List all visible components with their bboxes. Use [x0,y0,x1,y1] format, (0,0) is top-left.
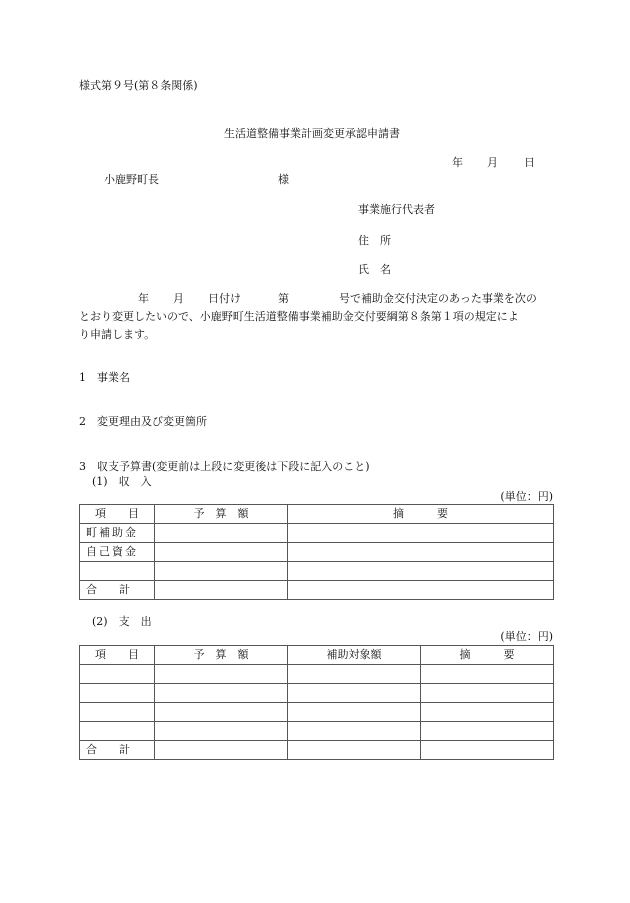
expense-row-eligible[interactable] [288,722,421,741]
body-month: 月 [173,292,184,305]
income-header-budget: 予 算 額 [155,505,288,524]
income-unit: (単位：円) [500,490,553,503]
applicant-name-label: 氏 名 [358,263,391,276]
body-year: 年 [138,292,149,305]
expense-row-remarks[interactable] [421,665,554,684]
expense-row-budget[interactable] [155,684,288,703]
income-row-item[interactable] [80,562,155,581]
income-row-remarks[interactable] [288,543,554,562]
income-row-remarks[interactable] [288,524,554,543]
expense-row-item[interactable] [80,703,155,722]
table-row [80,722,554,741]
income-header-remarks: 摘 要 [288,505,554,524]
date-day-label: 日 [524,156,535,169]
expense-row-eligible[interactable] [288,703,421,722]
expense-header-budget: 予 算 額 [155,646,288,665]
section-budget: 3 収支予算書(変更前は上段に変更後は下段に記入のこと) [79,460,370,473]
body-line3: り申請します。 [79,328,156,341]
expense-header-row [80,646,554,665]
expense-total-budget[interactable] [155,741,288,760]
expense-row-remarks[interactable] [421,703,554,722]
expense-header-eligible: 補助対象額 [288,646,421,665]
section-project-name: 1 事業名 [79,371,130,384]
income-header-item: 項 目 [80,505,155,524]
income-total-label: 合 計 [80,581,155,600]
table-row [80,543,554,562]
expense-total-remarks[interactable] [421,741,554,760]
body-number-prefix: 第 [278,292,289,305]
expense-row-budget[interactable] [155,665,288,684]
income-row-budget[interactable] [155,543,288,562]
expense-header-remarks: 摘 要 [421,646,554,665]
expense-total-label: 合 計 [80,741,155,760]
addressee-honorific: 様 [278,173,289,186]
expense-total-eligible[interactable] [288,741,421,760]
income-row-budget[interactable] [155,562,288,581]
income-row-item: 自己資金 [80,543,155,562]
form-reference: 様式第９号(第８条関係) [79,79,198,92]
expense-unit: (単位：円) [500,630,553,643]
income-header-row [80,505,554,524]
expense-subtitle: (2) 支 出 [92,615,152,628]
income-row-item: 町補助金 [80,524,155,543]
body-line1-rest: 号で補助金交付決定のあった事業を次の [339,292,537,305]
table-row [80,562,554,581]
expense-row-item[interactable] [80,684,155,703]
expense-row-budget[interactable] [155,703,288,722]
income-total-row [80,581,554,600]
addressee-name: 小鹿野町長 [104,173,159,186]
expense-row-item[interactable] [80,722,155,741]
income-subtitle: (1) 収 入 [92,475,152,488]
income-row-budget[interactable] [155,524,288,543]
expense-row-eligible[interactable] [288,684,421,703]
expense-header-item: 項 目 [80,646,155,665]
section-change-reason: 2 変更理由及び変更箇所 [79,415,207,428]
table-row [80,665,554,684]
expense-table [79,645,554,760]
applicant-address-label: 住 所 [358,234,391,247]
document-title: 生活道整備事業計画変更承認申請書 [224,127,400,140]
income-total-budget[interactable] [155,581,288,600]
date-month-label: 月 [487,156,498,169]
date-year-label: 年 [452,156,463,169]
table-row [80,684,554,703]
table-row [80,703,554,722]
income-total-remarks[interactable] [288,581,554,600]
table-row [80,524,554,543]
expense-row-remarks[interactable] [421,722,554,741]
expense-row-remarks[interactable] [421,684,554,703]
expense-total-row [80,741,554,760]
expense-row-item[interactable] [80,665,155,684]
body-dated: 日付け [208,292,241,305]
income-table [79,504,554,600]
expense-row-eligible[interactable] [288,665,421,684]
body-line2: とおり変更したいので、小鹿野町生活道整備事業補助金交付要綱第８条第１項の規定によ [79,310,519,323]
applicant-representative-label: 事業施行代表者 [358,203,435,216]
income-row-remarks[interactable] [288,562,554,581]
expense-row-budget[interactable] [155,722,288,741]
